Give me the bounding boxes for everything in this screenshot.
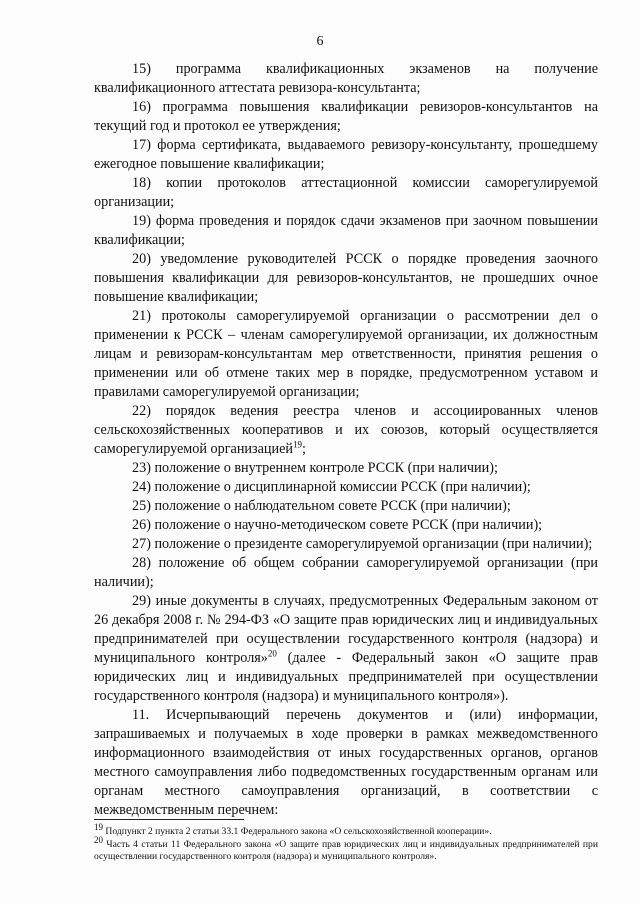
list-item-23: 23) положение о внутреннем контроле РССК (при наличии); xyxy=(132,460,498,476)
footnote-19: $^{19}$ Подпункт 2 пункта 2 статьи 33.1 Федерального закона «О сельскохозяйственной кооперации». xyxy=(94,821,492,837)
footnote-mark: 20 xyxy=(94,834,103,845)
list-item-20: 20) уведомление руководителей РССК о порядке проведения заочного повышения квалификации для ревизоров-консультантов, не прошедших очное повышение квалификации; xyxy=(94,251,598,305)
footnote-ref-20[interactable]: 20 xyxy=(267,648,277,659)
footnote-divider xyxy=(94,819,244,820)
footnote-mark: 19 xyxy=(94,821,103,832)
list-item-29: 29) иные документы в случаях, предусмотренных Федеральным законом от 26 декабря 2008 г. № 294-ФЗ «О защите прав юридических лиц и индивидуальных предпринимателей при осуществлении государственного контроля (надзора) и муниципального контроля»$^{20}$ (далее - Федеральный закон «О защите прав юридических лиц и индивидуальных предпринимателей при осуществлении государственного контроля (надзора) и муниципального контроля»). xyxy=(94,593,599,704)
list-item-26: 26) положение о научно-методическом совете РССК (при наличии); xyxy=(132,517,543,533)
footnote-ref-19[interactable]: 19 xyxy=(292,439,302,450)
list-item-15: 15) программа квалификационных экзаменов на получение квалификационного аттестата ревизора-консультанта; xyxy=(94,61,598,96)
list-item-24: 24) положение о дисциплинарной комиссии РССК (при наличии); xyxy=(132,479,531,495)
list-item-19: 19) форма проведения и порядок сдачи экзаменов при заочном повышении квалификации; xyxy=(94,213,598,248)
list-item-21: 21) протоколы саморегулируемой организации о рассмотрении дел о применении к РССК – членам саморегулируемой организации, их должностным лицам и ревизорам-консультантам мер ответственности, принятия решения о применении или об отмене таких мер в порядке, предусмотренном уставом и правилами саморегулируемой организации; xyxy=(94,308,598,400)
list-item-27: 27) положение о президенте саморегулируемой организации (при наличии); xyxy=(132,536,593,552)
list-item-28: 28) положение об общем собрании саморегулируемой организации (при наличии); xyxy=(94,555,598,590)
list-item-17: 17) форма сертификата, выдаваемого ревизору-консультанту, прошедшему ежегодное повышение квалификации; xyxy=(94,137,598,172)
section-11-paragraph: 11. Исчерпывающий перечень документов и (или) информации, запрашиваемых и получаемых в ходе проверки в рамках межведомственного информационного взаимодействия от иных государственных органов, органов местного самоуправления либо подведомственных государственным органам или органам местного самоуправления организаций, в соответствии с межведомственным перечнем: xyxy=(94,707,598,818)
list-item-22: 22) порядок ведения реестра членов и ассоциированных членов сельскохозяйственных кооперативов и их союзов, который осуществляется саморегулируемой организацией$^{19}$; xyxy=(94,403,598,457)
page-number: 6 xyxy=(316,34,324,49)
document-body xyxy=(94,60,598,820)
list-item-18: 18) копии протоколов аттестационной комиссии саморегулируемой организации; xyxy=(94,175,598,210)
footnotes xyxy=(94,821,598,864)
list-item-16: 16) программа повышения квалификации ревизоров-консультантов на текущий год и протокол ее утверждения; xyxy=(94,99,598,134)
footnote-20: $^{20}$ Часть 4 статьи 11 Федерального закона «О защите прав юридических лиц и индивидуальных предпринимателей при осуществлении государственного контроля (надзора) и муниципального контроля». xyxy=(94,834,598,862)
list-item-25: 25) положение о наблюдательном совете РССК (при наличии); xyxy=(132,498,511,514)
